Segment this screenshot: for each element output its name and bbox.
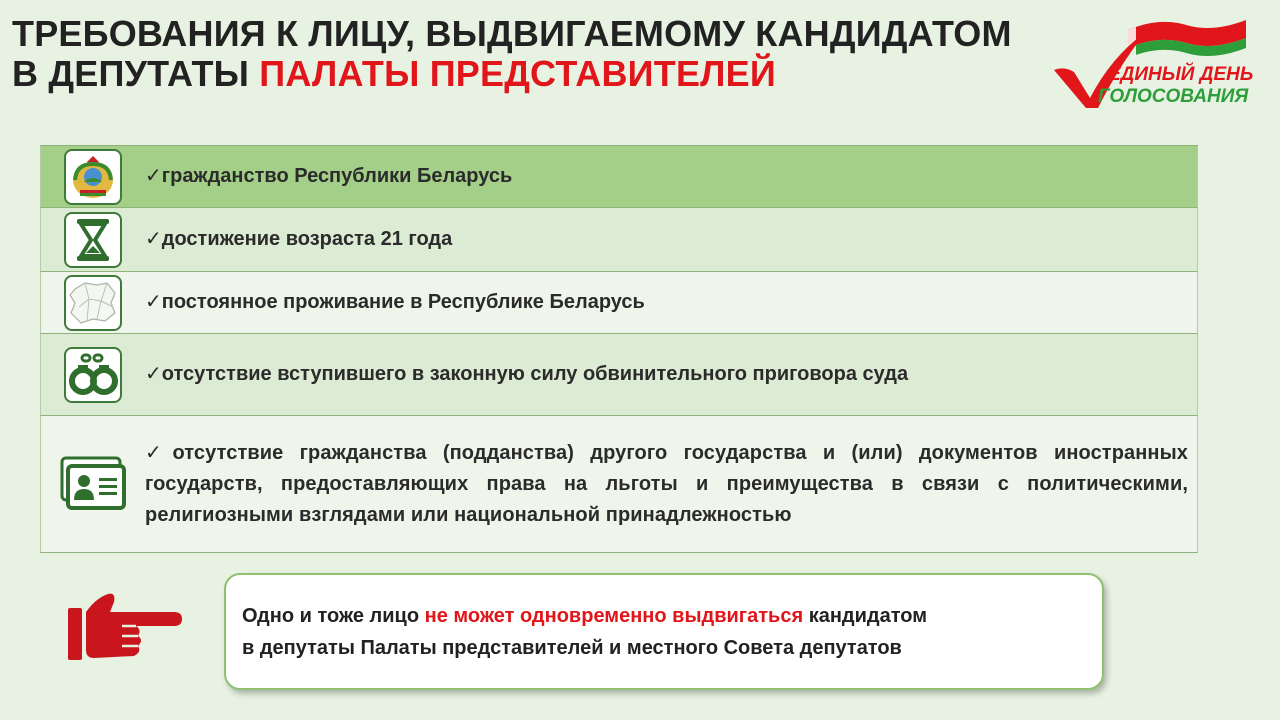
title-line-2: В ДЕПУТАТЫ [12,53,260,94]
logo-line-1: ЕДИНЫЙ ДЕНЬ [1108,64,1254,85]
note-text-1: Одно и тоже лицо [242,605,425,627]
title-line-2-accent: ПАЛАТЫ ПРЕДСТАВИТЕЛЕЙ [259,53,776,94]
flag-icon [1128,20,1246,58]
pointing-hand-icon [66,590,182,662]
hourglass-icon [64,212,122,268]
requirement-text: постоянное проживание в Республике Беларусь [161,291,645,313]
election-day-logo [1050,12,1265,112]
table-row: ✓гражданство Республики Беларусь [40,146,1198,208]
note-text-2: кандидатом [803,605,928,627]
table-row: ✓достижение возраста 21 года [40,208,1198,272]
table-row: ✓отсутствие вступившего в законную силу обвинительного приговора суда [40,334,1198,416]
note-text-highlight: не может одновременно выдвигаться [424,605,804,627]
handcuffs-icon [64,347,122,403]
table-row: ✓постоянное проживание в Республике Беларусь [40,272,1198,334]
requirement-text: достижение возраста 21 года [161,228,453,250]
id-card-icon [60,456,126,512]
requirement-text: гражданство Республики Беларусь [161,165,513,187]
logo-line-2: ГОЛОСОВАНИЯ [1098,86,1249,107]
requirements-table [40,145,1198,553]
title-line-1: ТРЕБОВАНИЯ К ЛИЦУ, ВЫДВИГАЕМОМУ КАНДИДАТОМ [12,13,1012,54]
coat-of-arms-icon [64,149,122,205]
note-text-line-2: в депутаты Палаты представителей и местного Совета депутатов [242,637,902,659]
page-title [12,14,1062,94]
note-box [224,573,1104,690]
map-of-belarus-icon [64,275,122,331]
requirement-text: отсутствие гражданства (подданства) другого государства и (или) документов иностранных государств, предоставляющих права на льготы и преимущества в связи с политическими, религиозными взглядами или национальной принадлежностью [145,441,1188,526]
table-row: ✓отсутствие гражданства (подданства) другого государства и (или) документов иностранных государств, предоставляющих права на льготы и преимущества в связи с политическими, религиозными взглядами или национальной принадлежностью [40,416,1198,553]
requirement-text: отсутствие вступившего в законную силу обвинительного приговора суда [161,363,909,385]
